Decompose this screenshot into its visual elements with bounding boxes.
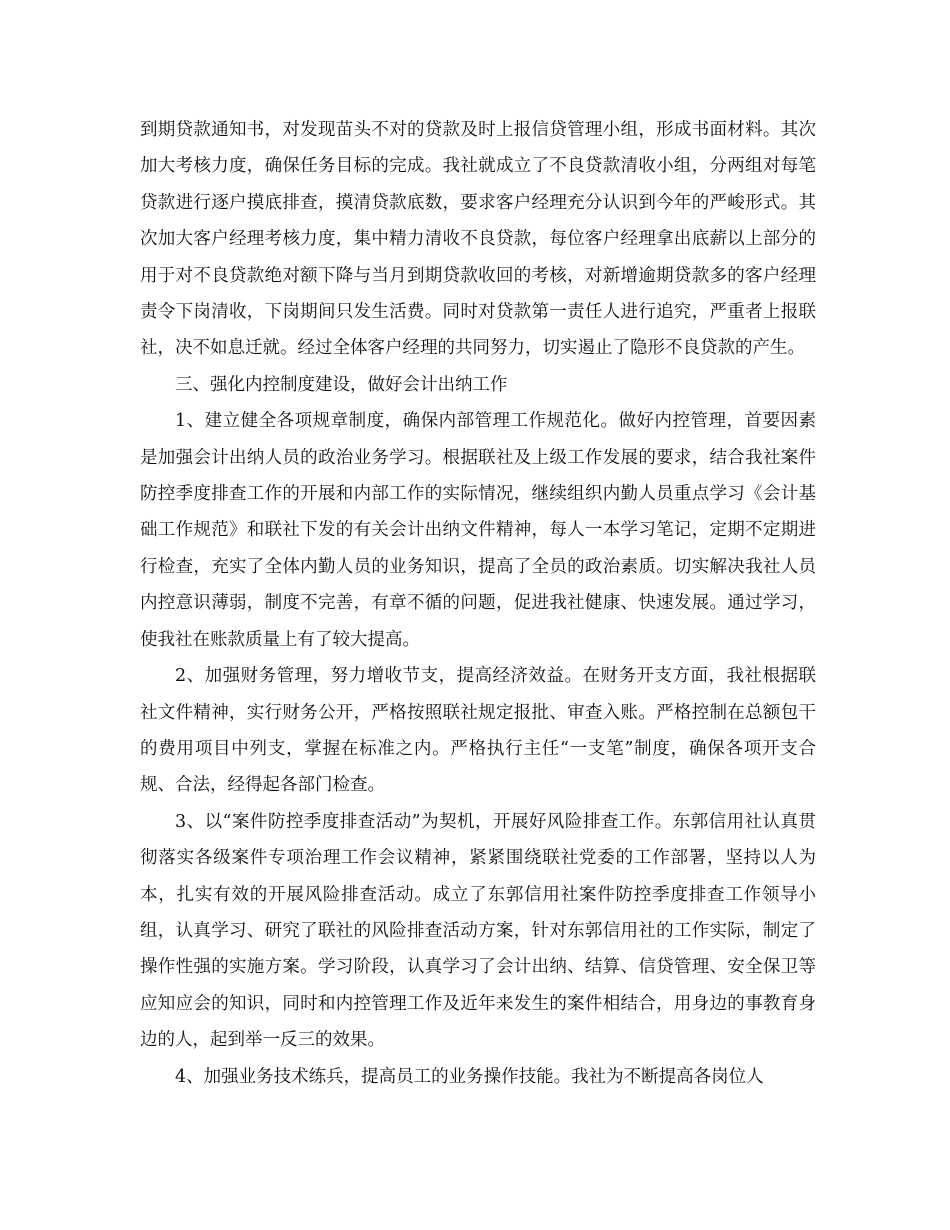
section-heading: 三、强化内控制度建设，做好会计出纳工作	[175, 374, 508, 395]
paragraph-item-3: 3、以“案件防控季度排查活动”为契机，开展好风险排查工作。东郭信用社认真贯彻落实各级案件专项治理工作会议精神，紧紧围绕联社党委的工作部署，坚持以人为本，扎实有效的开展风险排查活动。成立了东郭信用社案件防控季度排查工作领导小组，认真学习、研究了联社的风险排查活动方案，针对东郭信用社的工作实际，制定了操作性强的实施方案。学习阶段，认真学习了会计出纳、结算、信贷管理、安全保卫等应知应会的知识，同时和内控管理工作及近年来发生的案件相结合，用身边的事教育身边的人，起到举一反三的效果。	[140, 811, 816, 1051]
paragraph-item-2: 2、加强财务管理，努力增收节支，提高经济效益。在财务开支方面，我社根据联社文件精神，实行财务公开，严格按照联社规定报批、审查入账。严格控制在总额包干的费用项目中列支，掌握在标准之内。严格执行主任“一支笔”制度，确保各项开支合规、合法，经得起各部门检查。	[140, 666, 816, 796]
document-body	[140, 112, 816, 1095]
paragraph-continuation: 到期贷款通知书，对发现苗头不对的贷款及时上报信贷管理小组，形成书面材料。其次加大考核力度，确保任务目标的完成。我社就成立了不良贷款清收小组，分两组对每笔贷款进行逐户摸底排查，摸清贷款底数，要求客户经理充分认识到今年的严峻形式。其次加大客户经理考核力度，集中精力清收不良贷款，每位客户经理拿出底薪以上部分的用于对不良贷款绝对额下降与当月到期贷款收回的考核，对新增逾期贷款多的客户经理责令下岗清收，下岗期间只发生活费。同时对贷款第一责任人进行追究，严重者上报联社，决不如息迁就。经过全体客户经理的共同努力，切实遏止了隐形不良贷款的产生。	[140, 120, 816, 359]
paragraph-item-1: 1、建立健全各项规章制度，确保内部管理工作规范化。做好内控管理，首要因素是加强会计出纳人员的政治业务学习。根据联社及上级工作发展的要求，结合我社案件防控季度排查工作的开展和内部工作的实际情况，继续组织内勤人员重点学习《会计基础工作规范》和联社下发的有关会计出纳文件精神，每人一本学习笔记，定期不定期进行检查，充实了全体内勤人员的业务知识，提高了全员的政治素质。切实解决我社人员内控意识薄弱，制度不完善，有章不循的问题，促进我社健康、快速发展。通过学习，使我社在账款质量上有了较大提高。	[140, 411, 816, 650]
paragraph-item-4: 4、加强业务技术练兵，提高员工的业务操作技能。我社为不断提高各岗位人	[175, 1066, 764, 1087]
